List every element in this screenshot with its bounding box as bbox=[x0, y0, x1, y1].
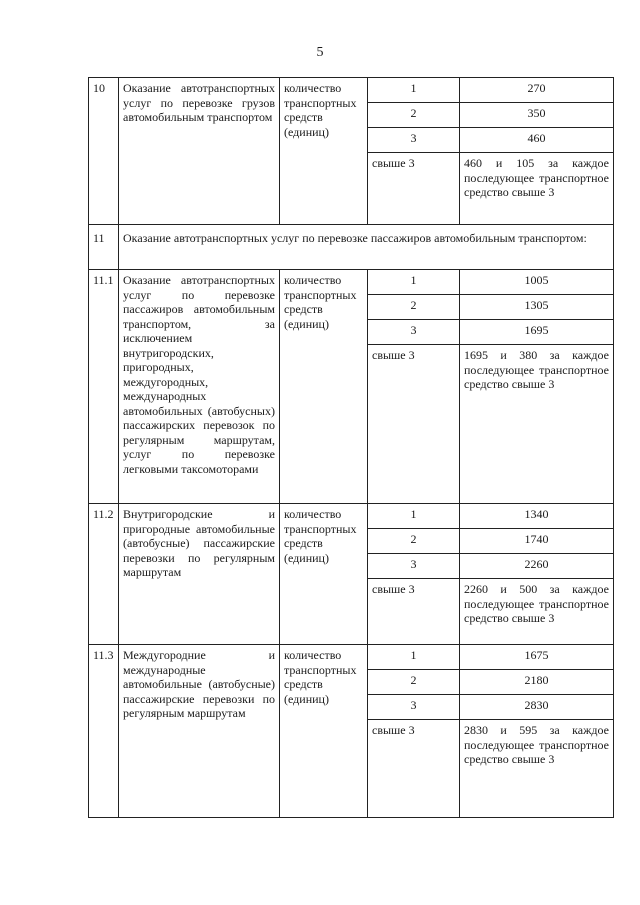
tariff-value: 1005 bbox=[460, 270, 614, 295]
vehicle-count: свыше 3 bbox=[368, 153, 460, 225]
vehicle-count: 2 bbox=[368, 103, 460, 128]
tariff-value: 1340 bbox=[460, 504, 614, 529]
vehicle-count: 2 bbox=[368, 529, 460, 554]
vehicle-count: 3 bbox=[368, 320, 460, 345]
vehicle-count: 1 bbox=[368, 645, 460, 670]
page-number: 5 bbox=[316, 45, 324, 60]
service-name: Оказание автотранспортных услуг по перевозке пассажиров автомобильным транспортом, за исключением внутригородских, пригородных, междугородных, международных автомобильных (автобусных) пассажирских перевозок по регулярным маршрутам, услуг по перевозке легковыми таксомоторами bbox=[119, 270, 280, 504]
tariff-value: 460 bbox=[460, 128, 614, 153]
tariff-value: 1740 bbox=[460, 529, 614, 554]
vehicle-count: свыше 3 bbox=[368, 720, 460, 818]
tariff-value: 460 и 105 за каждое последующее транспортное средство свыше 3 bbox=[460, 153, 614, 225]
row-number: 11.2 bbox=[89, 504, 119, 645]
table-row bbox=[89, 645, 614, 670]
row-number: 11 bbox=[89, 225, 119, 270]
unit-of-measure: количество транспортных средств (единиц) bbox=[280, 504, 368, 645]
tariff-value: 2260 bbox=[460, 554, 614, 579]
vehicle-count: свыше 3 bbox=[368, 345, 460, 504]
tariff-value: 1695 bbox=[460, 320, 614, 345]
vehicle-count: 3 bbox=[368, 695, 460, 720]
tariff-value: 2830 и 595 за каждое последующее транспортное средство свыше 3 bbox=[460, 720, 614, 818]
unit-of-measure: количество транспортных средств (единиц) bbox=[280, 270, 368, 504]
vehicle-count: 3 bbox=[368, 554, 460, 579]
tariff-value: 350 bbox=[460, 103, 614, 128]
row-number: 10 bbox=[89, 78, 119, 225]
service-name: Внутригородские и пригородные автомобильные (автобусные) пассажирские перевозки по регулярным маршрутам bbox=[119, 504, 280, 645]
tariff-value: 2260 и 500 за каждое последующее транспортное средство свыше 3 bbox=[460, 579, 614, 645]
row-number: 11.1 bbox=[89, 270, 119, 504]
tariff-value: 1695 и 380 за каждое последующее транспортное средство свыше 3 bbox=[460, 345, 614, 504]
table-row bbox=[89, 270, 614, 295]
table-row bbox=[89, 78, 614, 103]
vehicle-count: 1 bbox=[368, 78, 460, 103]
table-row bbox=[89, 225, 614, 270]
service-name: Оказание автотранспортных услуг по перевозке грузов автомобильным транспортом bbox=[119, 78, 280, 225]
vehicle-count: 1 bbox=[368, 270, 460, 295]
vehicle-count: свыше 3 bbox=[368, 579, 460, 645]
tariff-value: 1305 bbox=[460, 295, 614, 320]
tariff-value: 2830 bbox=[460, 695, 614, 720]
vehicle-count: 2 bbox=[368, 670, 460, 695]
unit-of-measure: количество транспортных средств (единиц) bbox=[280, 645, 368, 818]
tariff-value: 2180 bbox=[460, 670, 614, 695]
tariff-value: 270 bbox=[460, 78, 614, 103]
vehicle-count: 3 bbox=[368, 128, 460, 153]
service-name: Междугородние и международные автомобильные (автобусные) пассажирские перевозки по регулярным маршрутам bbox=[119, 645, 280, 818]
unit-of-measure: количество транспортных средств (единиц) bbox=[280, 78, 368, 225]
vehicle-count: 1 bbox=[368, 504, 460, 529]
vehicle-count: 2 bbox=[368, 295, 460, 320]
table-row bbox=[89, 504, 614, 529]
row-number: 11.3 bbox=[89, 645, 119, 818]
section-title: Оказание автотранспортных услуг по перевозке пассажиров автомобильным транспортом: bbox=[119, 225, 614, 270]
tariff-value: 1675 bbox=[460, 645, 614, 670]
tariff-table bbox=[88, 77, 614, 818]
